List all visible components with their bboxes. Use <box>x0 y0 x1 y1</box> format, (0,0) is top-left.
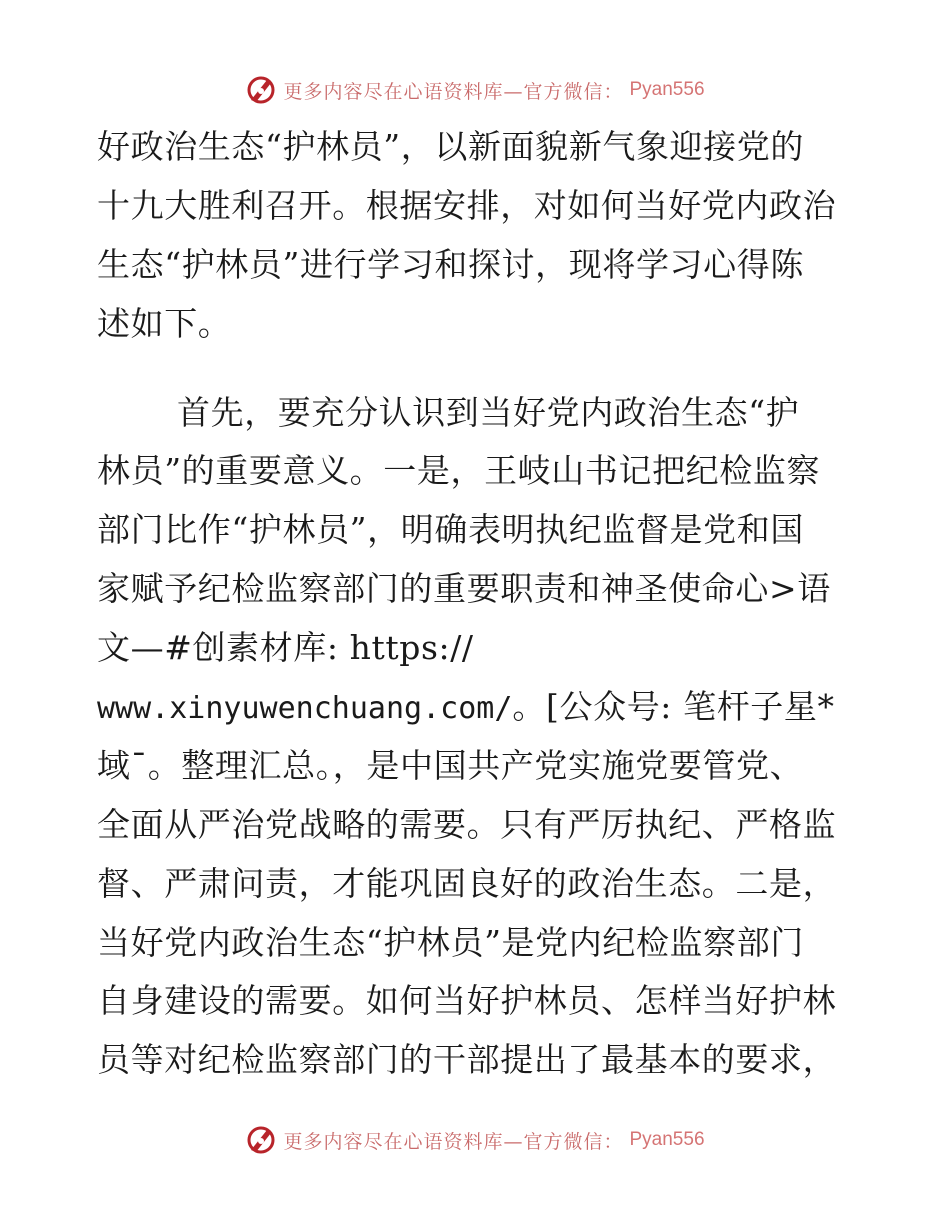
paragraph-line: 十九大胜利召开。根据安排，对如何当好党内政治 <box>97 185 837 225</box>
paragraph-line: 当好党内政治生态“护林员”是党内纪检监察部门 <box>97 922 804 962</box>
paragraph-line: 自身建设的需要。如何当好护林员、怎样当好护林 <box>97 981 837 1021</box>
paragraph-line: 员等对纪检监察部门的干部提出了最基本的要求， <box>97 1040 837 1080</box>
paragraph-line: 好政治生态“护林员”，以新面貌新气象迎接党的 <box>97 127 804 166</box>
footer-banner <box>0 1120 950 1160</box>
resource-url-link[interactable]: www.xinyuwenchuang.com/ <box>97 691 513 727</box>
paragraph-line: 述如下。 <box>97 303 232 343</box>
banner-wechat-id: Pyan556 <box>629 79 705 100</box>
banner-wechat-id: Pyan556 <box>629 1129 705 1150</box>
paragraph-gap <box>97 354 857 384</box>
pen-in-circle-logo-icon <box>245 1124 277 1156</box>
paragraph-line: 全面从严治党战略的需要。只有严厉执纪、严格监 <box>97 804 837 844</box>
paragraph-line: 督、严肃问责，才能巩固良好的政治生态。二是， <box>97 863 837 903</box>
paragraph-line: 生态“护林员”进行学习和探讨，现将学习心得陈 <box>97 244 804 284</box>
paragraph-line: 部门比作“护林员”，明确表明执纪监督是党和国 <box>97 510 804 550</box>
document-body <box>97 118 857 1090</box>
banner-text: 更多内容尽在心语资料库—官方微信： <box>283 80 624 103</box>
paragraph-line: 域¯。整理汇总。，是中国共产党实施党要管党、 <box>97 745 804 785</box>
header-banner <box>0 70 950 110</box>
paragraph-line: 文—#创素材库: https:// <box>97 628 474 668</box>
banner-text: 更多内容尽在心语资料库—官方微信： <box>283 1130 624 1153</box>
paragraph-line-rest: 。[公众号: 笔杆子星* <box>512 687 835 727</box>
paragraph-line: 林员”的重要意义。一是，王岐山书记把纪检监察 <box>97 451 821 491</box>
pen-in-circle-logo-icon <box>245 74 277 106</box>
paragraph-line-url <box>97 678 857 737</box>
paragraph-line: 家赋予纪检监察部门的重要职责和神圣使命心>语 <box>97 569 831 609</box>
paragraph-line: 首先，要充分认识到当好党内政治生态“护 <box>177 392 800 432</box>
